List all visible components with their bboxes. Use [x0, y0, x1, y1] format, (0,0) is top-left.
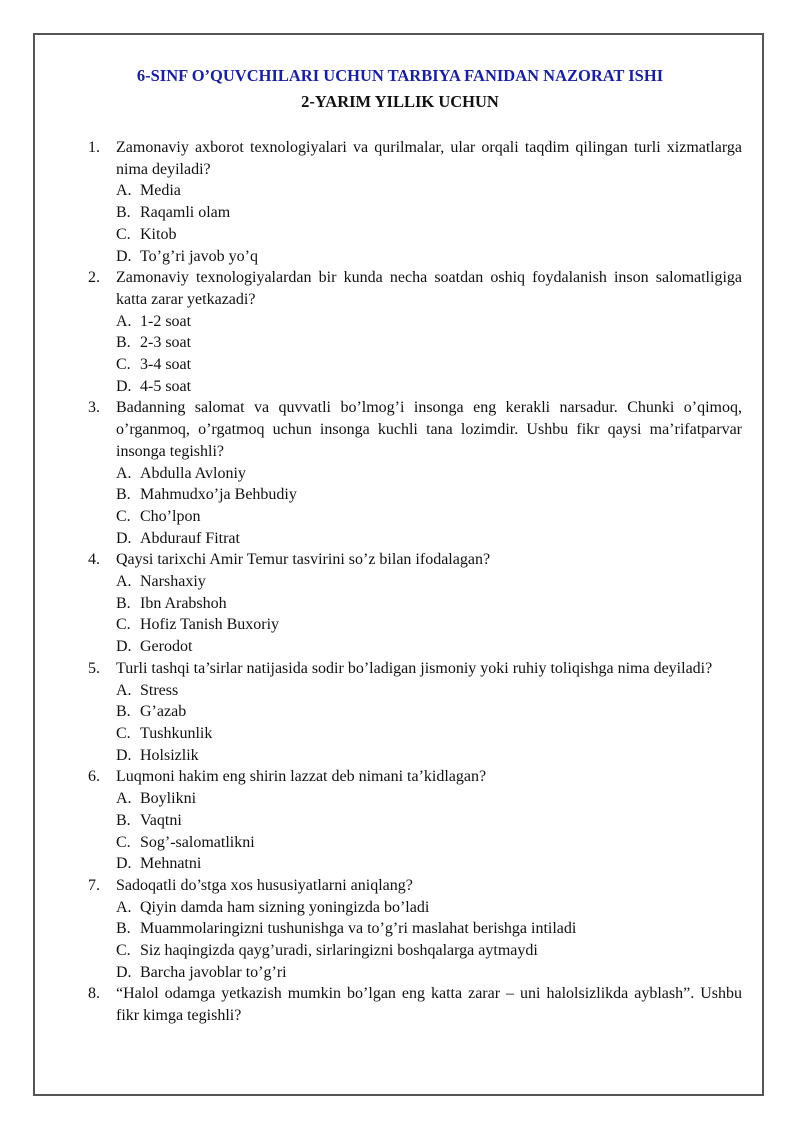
option-text: Ibn Arabshoh: [140, 594, 227, 612]
option-text: Barcha javoblar to’g’ri: [140, 963, 287, 981]
answer-option: [116, 354, 742, 376]
option-letter: D.: [116, 746, 132, 764]
option-letter: B.: [116, 334, 131, 352]
answer-option: [116, 180, 742, 202]
question-list: [88, 137, 742, 1027]
question-text: Zamonaviy axborot texnologiyalari va qurilmalar, ular orqali taqdim qilingan turli xizmatlarga nima deyiladi?: [116, 139, 742, 178]
option-letter: C.: [116, 942, 131, 960]
option-letter: C.: [116, 356, 131, 374]
question-text: Luqmoni hakim eng shirin lazzat deb nimani ta’kidlagan?: [116, 768, 487, 786]
option-text: Vaqtni: [140, 811, 182, 829]
option-letter: A.: [116, 790, 132, 808]
option-text: Raqamli olam: [140, 204, 231, 222]
option-letter: C.: [116, 724, 131, 742]
option-text: 2-3 soat: [140, 334, 192, 352]
question-text: Zamonaviy texnologiyalardan bir kunda necha soatdan oshiq foydalanish inson salomatligiga katta zarar yetkazadi?: [116, 269, 742, 308]
answer-option: [116, 701, 742, 723]
option-text: Muammolaringizni tushunishga va to’g’ri maslahat berishga intiladi: [140, 920, 577, 938]
page-title: 6-SINF O’QUVCHILARI UCHUN TARBIYA FANIDAN NAZORAT ISHI: [136, 66, 664, 85]
answer-option: [116, 528, 742, 550]
option-letter: C.: [116, 225, 131, 243]
question-number: 7.: [88, 876, 100, 894]
answer-option: [116, 918, 742, 940]
answer-option: [116, 246, 742, 268]
option-letter: C.: [116, 507, 131, 525]
question-item: [88, 658, 742, 767]
option-letter: D.: [116, 855, 132, 873]
answer-options: [116, 788, 742, 875]
question-item: [88, 267, 742, 397]
option-letter: A.: [116, 464, 132, 482]
question-item: [88, 397, 742, 549]
option-text: 4-5 soat: [140, 377, 192, 395]
option-text: Sog’-salomatlikni: [140, 833, 255, 851]
option-letter: B.: [116, 920, 131, 938]
answer-option: [116, 723, 742, 745]
answer-option: [116, 832, 742, 854]
answer-options: [116, 571, 742, 658]
option-text: Boylikni: [140, 790, 197, 808]
answer-option: [116, 484, 742, 506]
option-text: G’azab: [140, 703, 187, 721]
option-letter: B.: [116, 204, 131, 222]
option-letter: D.: [116, 638, 132, 656]
option-letter: B.: [116, 594, 131, 612]
page-subtitle: 2-YARIM YILLIK UCHUN: [301, 92, 499, 111]
option-text: Holsizlik: [140, 746, 199, 764]
option-letter: D.: [116, 963, 132, 981]
option-letter: A.: [116, 681, 132, 699]
option-letter: B.: [116, 811, 131, 829]
answer-option: [116, 940, 742, 962]
question-text: Sadoqatli do’stga xos hususiyatlarni aniqlang?: [116, 876, 413, 894]
answer-option: [116, 571, 742, 593]
option-text: Narshaxiy: [140, 573, 206, 591]
answer-options: [116, 897, 742, 984]
option-text: Abdulla Avloniy: [140, 464, 246, 482]
option-text: 1-2 soat: [140, 312, 192, 330]
option-text: Media: [140, 182, 181, 200]
answer-option: [116, 224, 742, 246]
option-text: Stress: [140, 681, 179, 699]
question-item: [88, 766, 742, 875]
question-text: “Halol odamga yetkazish mumkin bo’lgan eng katta zarar – uni halolsizlikda ayblash”. Ushbu fikr kimga tegishli?: [116, 985, 742, 1025]
option-text: Cho’lpon: [140, 507, 201, 525]
option-text: Abdurauf Fitrat: [140, 529, 240, 547]
option-letter: A.: [116, 312, 132, 330]
question-number: 6.: [88, 768, 100, 786]
answer-option: [116, 636, 742, 658]
option-text: Qiyin damda ham sizning yoningizda bo’ladi: [140, 898, 430, 916]
answer-option: [116, 463, 742, 485]
option-letter: B.: [116, 486, 131, 504]
answer-options: [116, 311, 742, 398]
answer-option: [116, 810, 742, 832]
answer-options: [116, 463, 742, 550]
answer-option: [116, 376, 742, 398]
option-text: Siz haqingizda qayg’uradi, sirlaringizni boshqalarga aytmaydi: [140, 942, 538, 960]
answer-options: [116, 180, 742, 267]
option-letter: C.: [116, 833, 131, 851]
option-letter: D.: [116, 247, 132, 265]
option-letter: C.: [116, 616, 131, 634]
answer-options: [116, 680, 742, 767]
question-text: Qaysi tarixchi Amir Temur tasvirini so’z bilan ifodalagan?: [116, 551, 491, 569]
question-text: Turli tashqi ta’sirlar natijasida sodir bo’ladigan jismoniy yoki ruhiy toliqishga nima deyiladi?: [116, 659, 713, 677]
answer-option: [116, 745, 742, 767]
question-number: 2.: [88, 269, 100, 287]
option-text: Mahmudxo’ja Behbudiy: [140, 486, 297, 504]
option-letter: D.: [116, 529, 132, 547]
answer-option: [116, 202, 742, 224]
question-number: 3.: [88, 399, 100, 417]
answer-option: [116, 332, 742, 354]
question-item: [88, 137, 742, 267]
option-text: Tushkunlik: [140, 724, 213, 742]
option-text: To’g’ri javob yo’q: [140, 247, 258, 265]
answer-option: [116, 680, 742, 702]
option-text: Hofiz Tanish Buxoriy: [140, 616, 280, 634]
answer-option: [116, 614, 742, 636]
question-number: 1.: [88, 139, 100, 156]
option-letter: B.: [116, 703, 131, 721]
question-text: Badanning salomat va quvvatli bo’lmog’i insonga eng kerakli narsadur. Chunki o’qimoq, o’rganmoq, o’rgatmoq uchun insonga kuchli tana lozimdir. Ushbu fikr qaysi ma’rifatparvar insonga tegishli?: [116, 399, 742, 460]
question-item: [88, 875, 742, 984]
answer-option: [116, 897, 742, 919]
option-letter: A.: [116, 573, 132, 591]
option-letter: D.: [116, 377, 132, 395]
question-number: 8.: [88, 985, 100, 1003]
answer-option: [116, 506, 742, 528]
answer-option: [116, 853, 742, 875]
question-item: [88, 983, 742, 1026]
option-letter: A.: [116, 898, 132, 916]
question-item: [88, 549, 742, 658]
answer-option: [116, 311, 742, 333]
option-letter: A.: [116, 182, 132, 200]
option-text: Mehnatni: [140, 855, 202, 873]
answer-option: [116, 962, 742, 984]
answer-option: [116, 788, 742, 810]
question-number: 4.: [88, 551, 100, 569]
answer-option: [116, 593, 742, 615]
question-number: 5.: [88, 659, 100, 677]
option-text: Kitob: [140, 225, 177, 243]
option-text: 3-4 soat: [140, 356, 192, 374]
option-text: Gerodot: [140, 638, 193, 656]
